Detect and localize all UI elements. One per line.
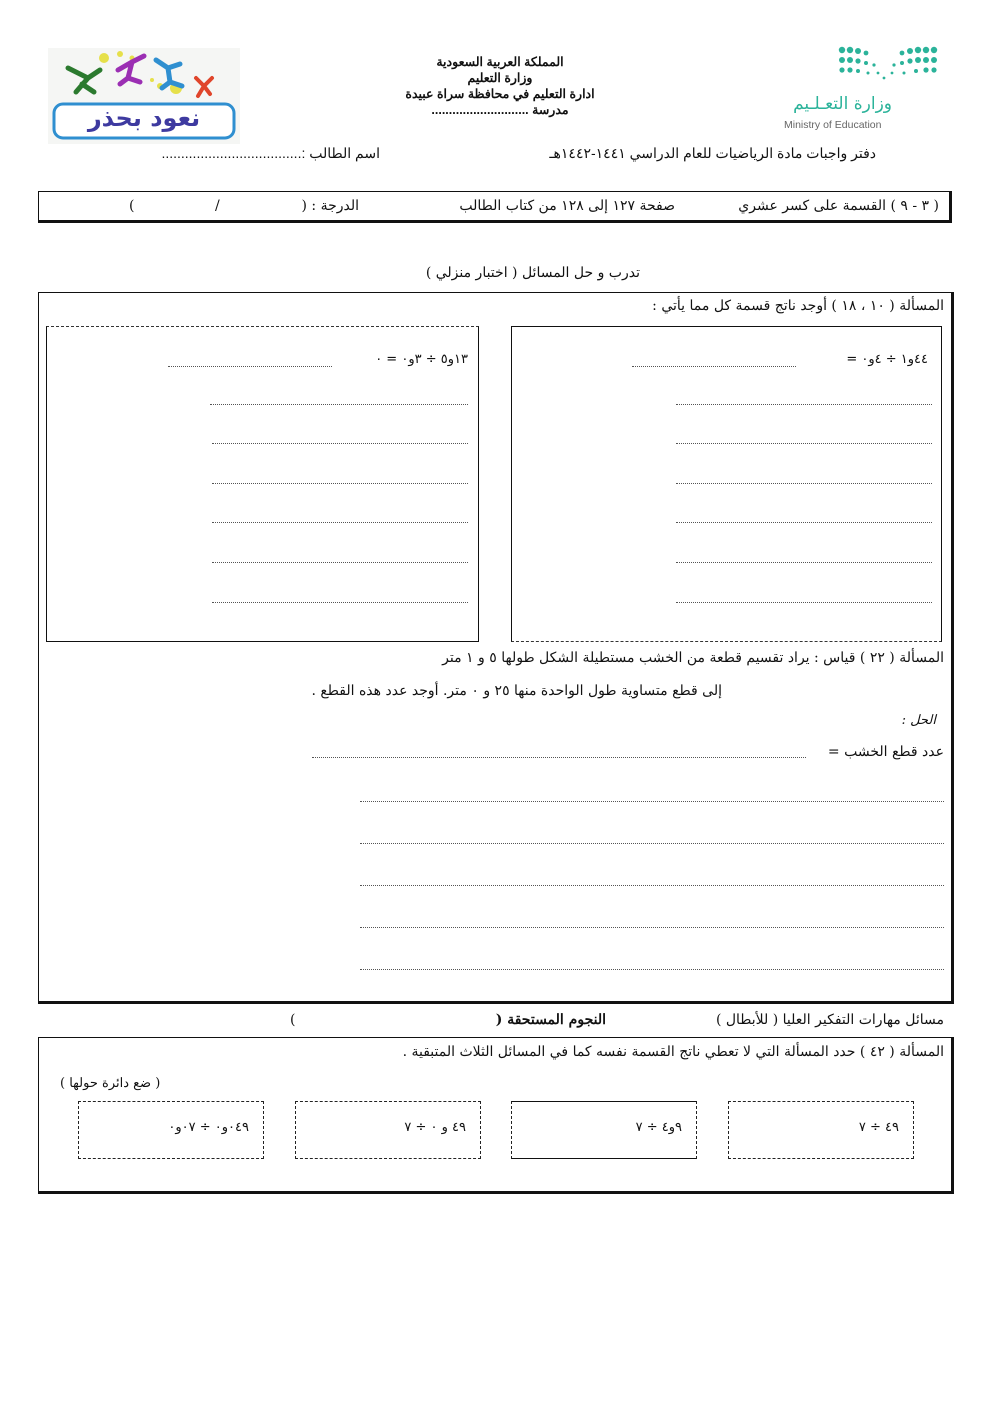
ministry-name: وزارة التعليم bbox=[467, 71, 533, 85]
choice-b-expression: ٩و٤ ÷ ٧ bbox=[635, 1120, 682, 1135]
q1-left-answer-line[interactable] bbox=[168, 366, 332, 367]
grade-close: ) bbox=[129, 198, 135, 214]
choice-d[interactable] bbox=[78, 1101, 264, 1159]
solution-line[interactable] bbox=[360, 843, 944, 844]
lesson-bar bbox=[38, 191, 952, 223]
campaign-slogan: نعود بحذر bbox=[87, 104, 201, 132]
header-center bbox=[380, 54, 620, 118]
pages-reference: صفحة ١٢٧ إلى ١٢٨ من كتاب الطالب bbox=[459, 198, 675, 214]
work-line[interactable] bbox=[212, 483, 468, 484]
choice-a[interactable] bbox=[728, 1101, 914, 1159]
q42-prompt: المسألة ( ٤٢ ) حدد المسألة التي لا تعطي ناتج القسمة نفسه كما في المسائل الثلاث المتبقية . bbox=[402, 1044, 944, 1060]
hots-title: مسائل مهارات التفكير العليا ( للأبطال ) bbox=[715, 1012, 944, 1028]
q1-right-answer-line[interactable] bbox=[632, 366, 796, 367]
lesson-title: ( ٣ - ٩ ) القسمة على كسر عشري bbox=[738, 198, 939, 214]
work-line[interactable] bbox=[212, 562, 468, 563]
solution-line[interactable] bbox=[360, 801, 944, 802]
campaign-logo bbox=[48, 48, 240, 144]
stars-label: النجوم المستحقة ( bbox=[495, 1012, 606, 1028]
grade-label: الدرجة : ( bbox=[301, 198, 359, 214]
ministry-arabic-name: وزارة التعـلـيم bbox=[793, 94, 892, 114]
stars-close: ) bbox=[290, 1012, 296, 1028]
work-line[interactable] bbox=[212, 522, 468, 523]
q42-hint: ( ضع دائرة حولها ) bbox=[60, 1076, 161, 1091]
ministry-of-education-logo bbox=[780, 42, 950, 134]
work-line[interactable] bbox=[676, 602, 932, 603]
q1-left-expression: ١٣و٥ ÷ ٣و٠ = ٠ bbox=[375, 352, 468, 367]
work-line[interactable] bbox=[212, 443, 468, 444]
q1-right-workbox bbox=[511, 326, 942, 642]
choice-c[interactable] bbox=[295, 1101, 481, 1159]
solution-line[interactable] bbox=[360, 885, 944, 886]
answer-label: عدد قطع الخشب = bbox=[827, 744, 944, 760]
work-line[interactable] bbox=[676, 404, 932, 405]
ministry-dots-icon bbox=[780, 42, 950, 102]
grade-slash: / bbox=[215, 198, 220, 214]
choice-a-expression: ٤٩ ÷ ٧ bbox=[858, 1120, 899, 1135]
choice-b[interactable] bbox=[511, 1101, 697, 1159]
directorate-name: ادارة التعليم في محافظة سراة عبيدة bbox=[405, 87, 595, 101]
q1-prompt: المسألة ( ١٠ ، ١٨ ) أوجد ناتج قسمة كل مما يأتي : bbox=[652, 298, 944, 314]
choice-d-expression: ٠٤٩و٠ ÷ ٠٧و٠ bbox=[168, 1120, 249, 1135]
solution-line[interactable] bbox=[360, 969, 944, 970]
work-line[interactable] bbox=[676, 562, 932, 563]
practice-section-title: تدرب و حل المسائل ( اختبار منزلي ) bbox=[425, 265, 640, 281]
student-name-field[interactable]: اسم الطالب :.................................... bbox=[161, 145, 380, 161]
solution-label: الحل : bbox=[901, 713, 936, 728]
work-line[interactable] bbox=[676, 522, 932, 523]
work-line[interactable] bbox=[210, 404, 468, 405]
q1-right-expression: ٤٤و١ ÷ ٤و٠ = bbox=[846, 352, 928, 367]
answer-line[interactable] bbox=[312, 757, 806, 758]
work-line[interactable] bbox=[676, 483, 932, 484]
work-line[interactable] bbox=[212, 602, 468, 603]
ministry-english-name: Ministry of Education bbox=[784, 119, 882, 131]
q1-left-workbox bbox=[46, 326, 479, 642]
q2-line1: المسألة ( ٢٢ ) قياس : يراد تقسيم قطعة من الخشب مستطيلة الشكل طولها ٥ و ١ متر bbox=[442, 650, 944, 666]
work-line[interactable] bbox=[676, 443, 932, 444]
kingdom-name: المملكة العربية السعودية bbox=[436, 55, 564, 69]
notebook-title: دفتر واجبات مادة الرياضيات للعام الدراسي ١٤٤١-١٤٤٢هـ bbox=[549, 145, 876, 161]
q2-line2: إلى قطع متساوية طول الواحدة منها ٢٥ و ٠ متر. أوجد عدد هذه القطع . bbox=[311, 683, 722, 699]
solution-line[interactable] bbox=[360, 927, 944, 928]
choice-c-expression: ٤٩ و ٠ ÷ ٧ bbox=[404, 1120, 466, 1135]
school-name: مدرسة ............................ bbox=[431, 103, 569, 117]
